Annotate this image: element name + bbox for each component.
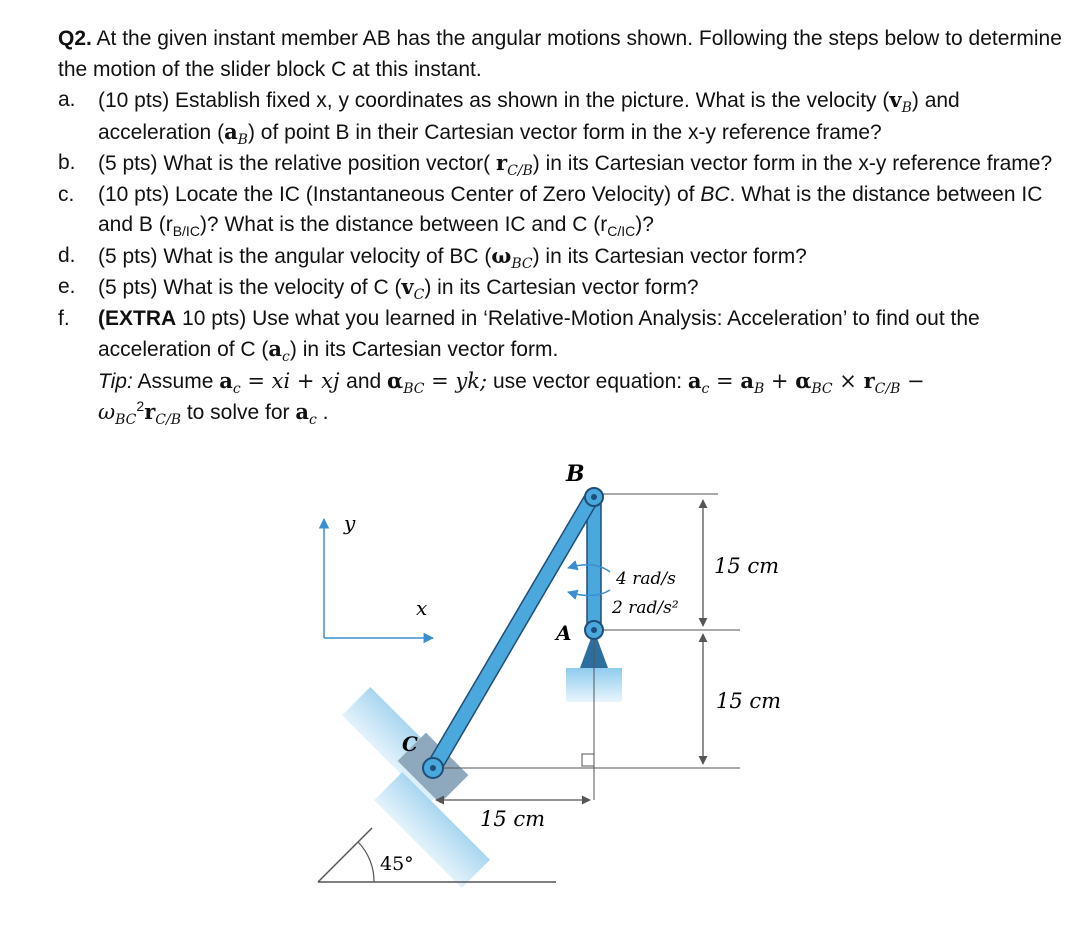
subscript: C/IC xyxy=(607,223,636,240)
part-text: )? What is the distance between IC and C (r xyxy=(199,213,608,236)
symbol: a xyxy=(687,367,702,393)
subscript: c xyxy=(232,380,241,397)
part-text: ) in its Cartesian vector form in the x-y reference frame? xyxy=(532,152,1053,175)
question-number: Q2. xyxy=(58,27,92,50)
label-a: A xyxy=(556,621,572,645)
subscript: B/IC xyxy=(172,223,200,240)
member-bc xyxy=(427,490,600,772)
equation: × xyxy=(832,368,864,393)
part-text: ) of point B in their Cartesian vector form in the x-y reference frame? xyxy=(247,120,882,144)
coordinate-axes xyxy=(324,511,433,638)
subscript: B xyxy=(237,131,248,148)
tip-text: use vector equation: xyxy=(492,369,683,393)
label-c: C xyxy=(402,732,418,756)
part-points: 10 pts) xyxy=(182,306,247,330)
part-label: b. xyxy=(58,151,76,174)
equation: = xi + xj xyxy=(240,368,347,393)
dim-mid-label: 15 cm xyxy=(716,689,782,713)
part-text: Establish fixed x, y coordinates as shown in the picture. What is the velocity ( xyxy=(175,89,890,112)
intro-text: At the given instant member AB has the angular motions shown. Following the steps below to determine the motion of the slider block C at this instant. xyxy=(58,27,1062,81)
symbol: ω xyxy=(491,242,512,268)
symbol: r xyxy=(863,367,875,393)
part-points: (10 pts) xyxy=(98,89,170,112)
pin-a xyxy=(585,621,603,639)
subscript: C xyxy=(413,287,425,304)
part-text: . What is the distance between IC and B (r xyxy=(98,182,1043,236)
part-points: (5 pts) xyxy=(98,276,158,299)
part-text: What is the angular velocity of BC ( xyxy=(163,244,492,268)
symbol: α xyxy=(795,367,812,393)
symbol: a xyxy=(224,118,238,144)
part-label: e. xyxy=(58,275,76,298)
part-text: Locate the IC (Instantaneous Center of Zero Velocity) of xyxy=(175,182,701,206)
x-axis-label: x xyxy=(416,596,428,620)
symbol: v xyxy=(889,87,902,112)
right-angle-mark xyxy=(582,754,594,766)
part-text: Use what you learned in ‘Relative-Motion Analysis: Acceleration’ to find out the acceleration of C ( xyxy=(98,306,980,361)
part-label: a. xyxy=(58,88,76,111)
angle-arc xyxy=(358,842,374,882)
part-text: ) in its Cartesian vector form. xyxy=(289,338,559,361)
equation: − xyxy=(900,368,925,393)
symbol: α xyxy=(387,367,404,393)
part-text: ) and acceleration ( xyxy=(98,89,960,144)
tip-label: Tip: xyxy=(98,369,133,393)
symbol: a xyxy=(219,367,233,393)
equation: = xyxy=(709,368,741,393)
omega-label: 4 rad/s xyxy=(616,569,676,589)
tip-text: . xyxy=(316,401,329,424)
subscript: B xyxy=(753,380,765,397)
tip-text: to solve for xyxy=(180,401,296,424)
part-points: (5 pts) xyxy=(98,152,158,175)
angle-label: 45° xyxy=(380,853,414,875)
equation: = yk; xyxy=(424,368,488,393)
symbol: ω xyxy=(98,400,116,424)
part-points: (10 pts) xyxy=(98,182,170,206)
symbol: r xyxy=(144,399,156,424)
subscript: BC xyxy=(115,412,137,429)
symbol: v xyxy=(401,274,414,299)
tip-text: Assume xyxy=(137,369,214,393)
subscript: C/B xyxy=(874,380,901,397)
subscript: BC xyxy=(511,255,533,272)
symbol: r xyxy=(496,150,508,175)
dim-bottom-label: 15 cm xyxy=(480,807,546,831)
pin-c xyxy=(423,758,443,778)
y-axis-label: y xyxy=(344,511,356,535)
equation: + xyxy=(764,368,796,393)
incline-line xyxy=(318,828,372,882)
part-text: What is the relative position vector( xyxy=(163,152,496,175)
subscript: c xyxy=(308,412,317,429)
subscript: C/B xyxy=(507,163,533,180)
italic-text: BC xyxy=(700,182,730,206)
part-text: ) in its Cartesian vector form? xyxy=(532,244,807,268)
part-text: What is the velocity of C ( xyxy=(163,276,402,299)
subscript: c xyxy=(701,380,710,397)
subscript: BC xyxy=(403,380,425,397)
subscript: B xyxy=(901,100,912,117)
part-label: d. xyxy=(58,243,76,267)
part-text: ) in its Cartesian vector form? xyxy=(424,276,699,299)
part-label: c. xyxy=(58,182,75,206)
alpha-label: 2 rad/s² xyxy=(612,598,679,618)
pin-b xyxy=(585,488,603,506)
symbol: a xyxy=(268,336,283,361)
subscript: BC xyxy=(811,380,833,397)
subscript: c xyxy=(282,349,290,366)
symbol: a xyxy=(740,367,754,393)
superscript: 2 xyxy=(136,398,145,414)
part-points: (5 pts) xyxy=(98,244,158,268)
subscript: C/B xyxy=(155,412,181,429)
label-b: B xyxy=(566,461,585,487)
symbol: a xyxy=(295,399,309,424)
part-label: f. xyxy=(58,306,70,330)
part-text: )? xyxy=(635,213,654,236)
dimension-lines xyxy=(433,494,781,831)
extra-label: (EXTRA xyxy=(98,306,177,330)
dim-top-label: 15 cm xyxy=(714,554,780,578)
tip-text: and xyxy=(346,369,382,393)
